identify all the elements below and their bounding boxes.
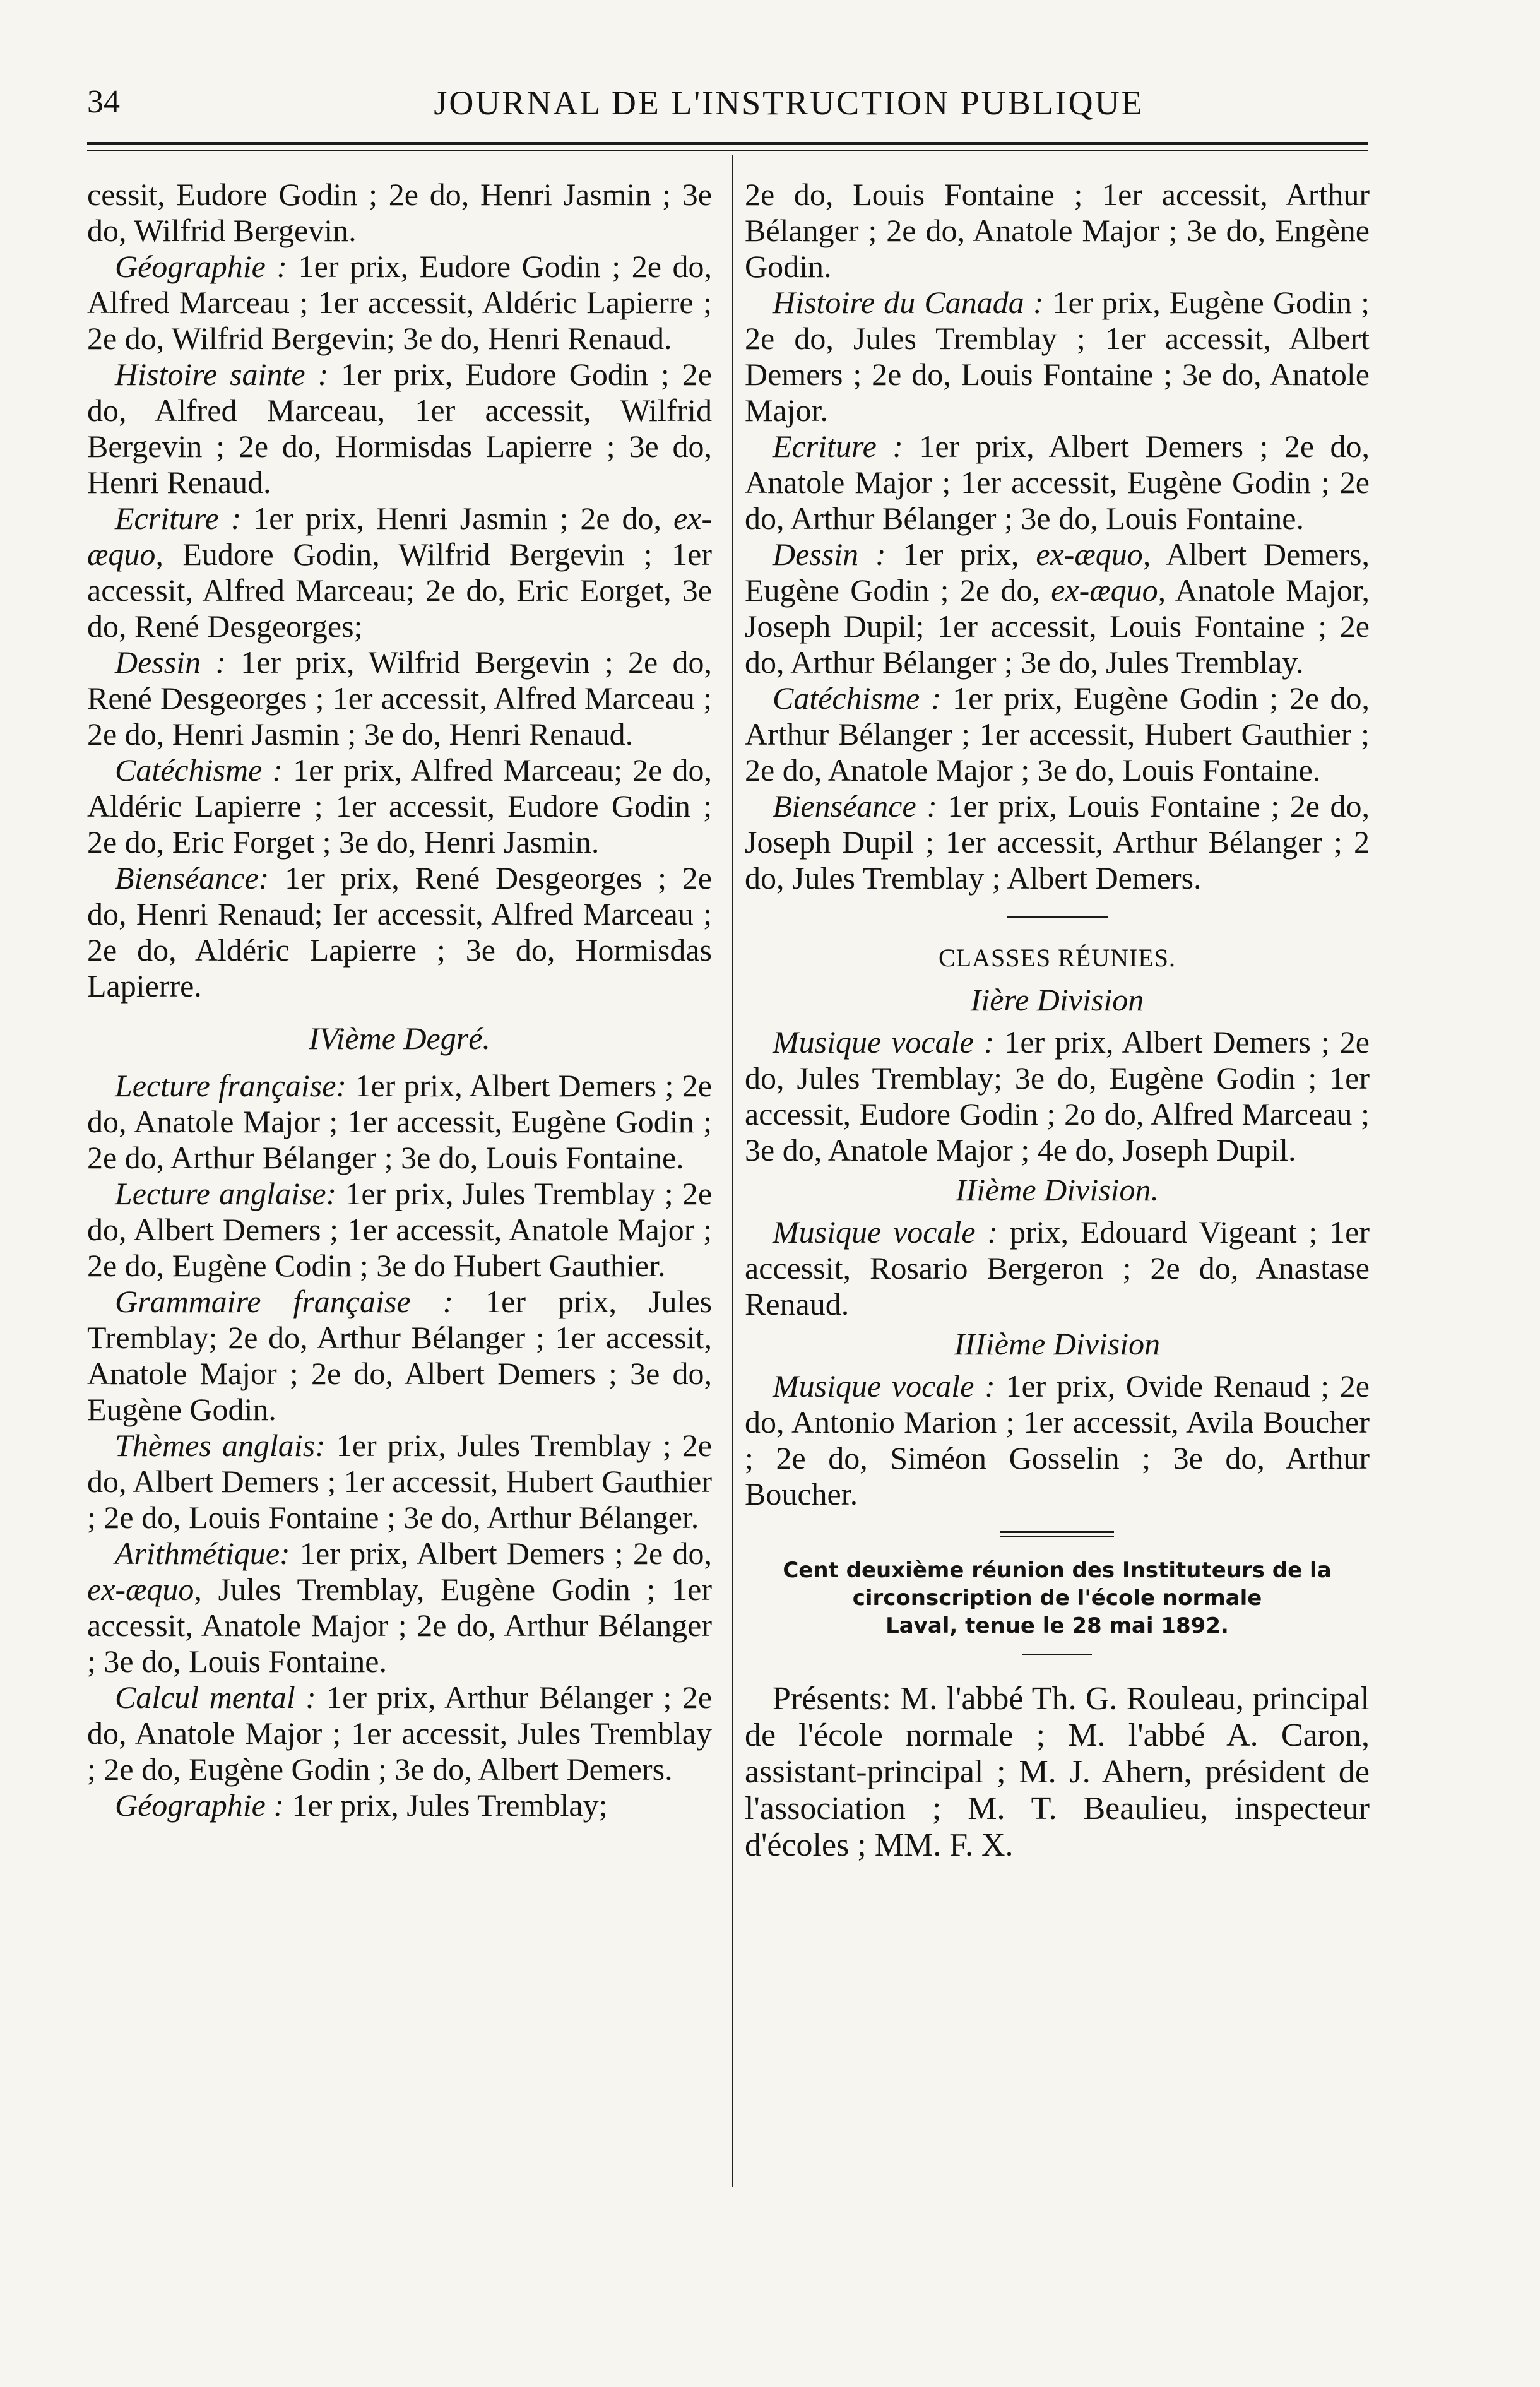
meeting-heading: Cent deuxième réunion des Instituteurs de la circonscription de l'école normale Laval, tenue le 28 mai 1892. bbox=[783, 1558, 1332, 1638]
paragraph: Arithmétique: 1er prix, Albert Demers ; 2e do, ex-æquo, Jules Tremblay, Eugène Godin ; 1er accessit, Anatole Major ; 2e do, Arthur Bélanger ; 3e do, Louis Fontaine. bbox=[87, 1536, 712, 1679]
subject-label: Musique vocale : bbox=[773, 1368, 995, 1404]
paragraph: Lecture anglaise: 1er prix, Jules Tremblay ; 2e do, Albert Demers ; 1er accessit, Anatole Major ; 2e do, Eugène Codin ; 3e do Hubert Gauthier. bbox=[87, 1176, 713, 1283]
subject-label: Calcul mental : bbox=[115, 1679, 316, 1715]
section-separator bbox=[1007, 916, 1108, 918]
division-heading: Iière Division bbox=[970, 982, 1144, 1017]
subject-label: Dessin : bbox=[773, 536, 886, 572]
paragraph: Lecture française: 1er prix, Albert Demers ; 2e do, Anatole Major ; 1er accessit, Eugène Godin ; 2e do, Arthur Bélanger ; 3e do, Louis Fontaine. bbox=[87, 1068, 713, 1175]
paragraph: Grammaire française : 1er prix, Jules Tremblay; 2e do, Arthur Bélanger ; 1er accessit, Anatole Major ; 2e do, Albert Demers ; 3e do, Eugène Godin. bbox=[87, 1284, 712, 1427]
paragraph: Thèmes anglais: 1er prix, Jules Tremblay ; 2e do, Albert Demers ; 1er accessit, Hubert Gauthier ; 2e do, Louis Fontaine ; 3e do, Arthur Bélanger. bbox=[87, 1428, 712, 1535]
subject-label: Bienséance: bbox=[115, 860, 270, 896]
division-heading: IIième Division. bbox=[955, 1172, 1159, 1207]
right-column bbox=[745, 177, 1370, 1864]
subject-label: Lecture anglaise: bbox=[115, 1176, 337, 1211]
paragraph: 2e do, Louis Fontaine ; 1er accessit, Arthur Bélanger ; 2e do, Anatole Major ; 3e do, Engène Godin. bbox=[745, 177, 1370, 284]
paragraph: Catéchisme : 1er prix, Alfred Marceau; 2e do, Aldéric Lapierre ; 1er accessit, Eudore Godin ; 2e do, Eric Forget ; 3e do, Henri Jasmin. bbox=[87, 752, 712, 860]
subject-label: Histoire sainte : bbox=[115, 357, 329, 392]
paragraph: Catéchisme : 1er prix, Eugène Godin ; 2e do, Arthur Bélanger ; 1er accessit, Hubert Gauthier ; 2e do, Anatole Major ; 3e do, Louis Fontaine. bbox=[745, 680, 1370, 788]
subject-label: Arithmétique: bbox=[115, 1536, 290, 1571]
degree-heading: IVième Degré. bbox=[309, 1021, 490, 1056]
double-separator bbox=[1000, 1531, 1114, 1537]
subject-label: Musique vocale : bbox=[773, 1214, 998, 1250]
page-number: 34 bbox=[87, 84, 120, 120]
header-rule-thin bbox=[87, 150, 1368, 151]
header-rule-thick bbox=[87, 142, 1368, 145]
column-divider bbox=[732, 155, 733, 2187]
subject-label: Géographie : bbox=[115, 249, 288, 284]
presents-paragraph: Présents: M. l'abbé Th. G. Rouleau, principal de l'école normale ; M. l'abbé A. Caron, assistant-principal ; M. J. Ahern, président de l'association ; M. T. Beaulieu, inspecteur d'écoles ; MM. F. X. bbox=[745, 1681, 1370, 1863]
paragraph: Calcul mental : 1er prix, Arthur Bélanger ; 2e do, Anatole Major ; 1er accessit, Jules Tremblay ; 2e do, Eugène Godin ; 3e do, Albert Demers. bbox=[87, 1679, 713, 1787]
subject-label: Thèmes anglais: bbox=[115, 1428, 326, 1463]
paragraph: Dessin : 1er prix, Wilfrid Bergevin ; 2e do, René Desgeorges ; 1er accessit, Alfred Marceau ; 2e do, Henri Jasmin ; 3e do, Henri Renaud. bbox=[87, 644, 712, 752]
paragraph: Ecriture : 1er prix, Albert Demers ; 2e do, Anatole Major ; 1er accessit, Eugène Godin ; 2e do, Arthur Bélanger ; 3e do, Louis Fontaine. bbox=[745, 429, 1370, 536]
paragraph: Histoire sainte : 1er prix, Eudore Godin ; 2e do, Alfred Marceau, 1er accessit, Wilfrid Bergevin ; 2e do, Hormisdas Lapierre ; 3e do, Henri Renaud. bbox=[87, 357, 712, 500]
division-heading: IIIième Division bbox=[954, 1326, 1161, 1361]
left-column bbox=[87, 177, 712, 1823]
section-heading: CLASSES RÉUNIES. bbox=[938, 944, 1176, 972]
paragraph: Histoire du Canada : 1er prix, Eugène Godin ; 2e do, Jules Tremblay ; 1er accessit, Albert Demers ; 2e do, Louis Fontaine ; 3e do, Anatole Major. bbox=[745, 285, 1370, 428]
short-separator bbox=[1022, 1654, 1092, 1656]
subject-label: Catéchisme : bbox=[115, 752, 283, 788]
paragraph: Musique vocale : prix, Edouard Vigeant ; 1er accessit, Rosario Bergeron ; 2e do, Anastase Renaud. bbox=[745, 1214, 1370, 1322]
subject-label: Dessin : bbox=[115, 644, 227, 680]
subject-label: Ecriture : bbox=[773, 429, 903, 464]
paragraph: cessit, Eudore Godin ; 2e do, Henri Jasmin ; 3e do, Wilfrid Bergevin. bbox=[87, 177, 712, 248]
subject-label: Catéchisme : bbox=[773, 680, 942, 716]
paragraph: Géographie : 1er prix, Eudore Godin ; 2e do, Alfred Marceau ; 1er accessit, Aldéric Lapierre ; 2e do, Wilfrid Bergevin; 3e do, Henri Renaud. bbox=[87, 249, 712, 356]
subject-label: Histoire du Canada : bbox=[773, 285, 1044, 320]
paragraph: Dessin : 1er prix, ex-æquo, Albert Demers, Eugène Godin ; 2e do, ex-æquo, Anatole Major, Joseph Dupil; 1er accessit, Louis Fontaine ; 2e do, Arthur Bélanger ; 3e do, Jules Tremblay. bbox=[745, 536, 1370, 680]
paragraph: Musique vocale : 1er prix, Ovide Renaud ; 2e do, Antonio Marion ; 1er accessit, Avila Boucher ; 2e do, Siméon Gosselin ; 3e do, Arthur Boucher. bbox=[745, 1368, 1370, 1512]
paragraph: Ecriture : 1er prix, Henri Jasmin ; 2e do, ex-æquo, Eudore Godin, Wilfrid Bergevin ; 1er accessit, Alfred Marceau; 2e do, Eric Eorget, 3e do, René Desgeorges; bbox=[87, 500, 713, 644]
subject-label: Grammaire française : bbox=[115, 1284, 454, 1319]
subject-label: Lecture française: bbox=[115, 1068, 347, 1103]
paragraph: Musique vocale : 1er prix, Albert Demers ; 2e do, Jules Tremblay; 3e do, Eugène Godin ; 1er accessit, Eudore Godin ; 2o do, Alfred Marceau ; 3e do, Anatole Major ; 4e do, Joseph Dupil. bbox=[745, 1024, 1370, 1168]
running-title: JOURNAL DE L'INSTRUCTION PUBLIQUE bbox=[434, 84, 1144, 122]
paragraph: Bienséance : 1er prix, Louis Fontaine ; 2e do, Joseph Dupil ; 1er accessit, Arthur Bélanger ; 2 do, Jules Tremblay ; Albert Demers. bbox=[745, 788, 1370, 896]
paragraph: Géographie : 1er prix, Jules Tremblay; bbox=[115, 1787, 608, 1823]
subject-label: Musique vocale : bbox=[773, 1024, 995, 1060]
page-header bbox=[0, 0, 1540, 145]
subject-label: Bienséance : bbox=[773, 788, 937, 824]
subject-label: Ecriture : bbox=[115, 500, 242, 536]
subject-label: Géographie : bbox=[115, 1787, 284, 1823]
paragraph: Bienséance: 1er prix, René Desgeorges ; 2e do, Henri Renaud; Ier accessit, Alfred Marceau ; 2e do, Aldéric Lapierre ; 3e do, Hormisdas Lapierre. bbox=[87, 860, 712, 1004]
